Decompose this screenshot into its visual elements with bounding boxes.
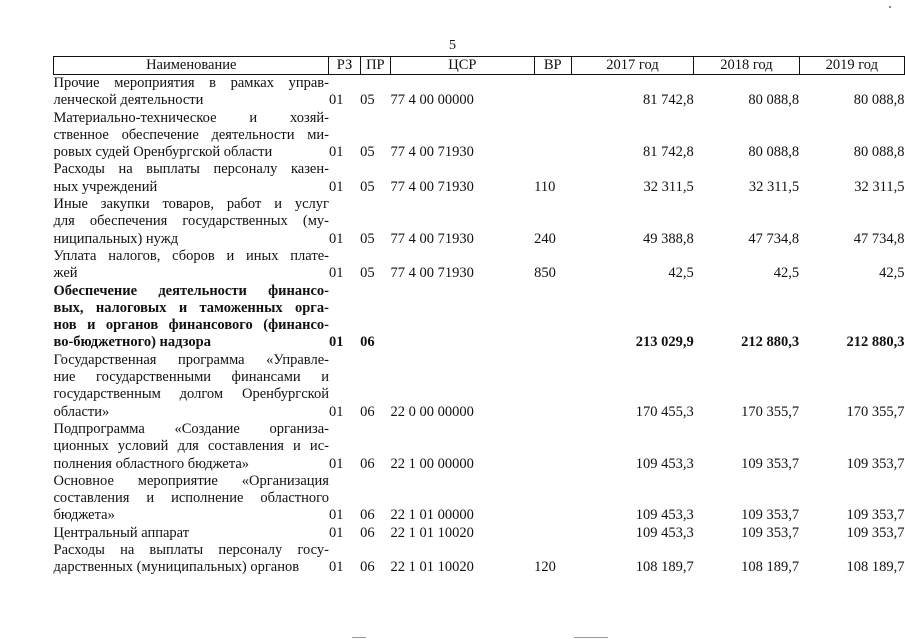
- cell-2019: 108 189,7: [846, 559, 905, 576]
- cell-pr: 05: [360, 92, 375, 109]
- scan-mark: [352, 637, 366, 638]
- cell-2018: 109 353,7: [741, 455, 800, 472]
- cell-pr: 06: [360, 455, 375, 472]
- cell-name-line: жей: [53, 265, 78, 282]
- cell-2017: 42,5: [668, 265, 694, 282]
- table-row: [54, 283, 905, 352]
- cell-vr: [534, 525, 571, 542]
- header-2019: 2019 год: [799, 57, 904, 75]
- cell-rz: 01: [328, 524, 344, 541]
- header-csr: ЦСР: [391, 57, 535, 75]
- table-header-row: [54, 57, 905, 75]
- cell-2019: 80 088,8: [853, 144, 905, 161]
- cell-vr: [534, 110, 571, 162]
- cell-2019: 47 734,8: [853, 230, 905, 247]
- cell-pr: 05: [360, 230, 375, 247]
- cell-2018: 212 880,3: [741, 334, 800, 351]
- cell-csr: 22 1 01 00000: [390, 507, 474, 524]
- cell-vr: 240: [534, 230, 556, 247]
- cell-2018: 80 088,8: [748, 92, 800, 109]
- cell-name-line: дарственных (муниципальных) органов: [53, 559, 300, 576]
- header-name: Наименование: [54, 57, 329, 75]
- table-row: [54, 473, 905, 525]
- cell-name-line: Расходы на выплаты персоналу казен-: [53, 161, 329, 178]
- header-2017: 2017 год: [571, 57, 693, 75]
- cell-pr: 05: [360, 265, 375, 282]
- table-row: [54, 542, 905, 577]
- cell-2017: 81 742,8: [642, 92, 694, 109]
- cell-rz: 01: [328, 455, 344, 472]
- cell-name-line: во-бюджетного) надзора: [53, 334, 211, 351]
- cell-pr: 06: [360, 559, 375, 576]
- table-row: [54, 352, 905, 421]
- cell-pr: 05: [360, 144, 375, 161]
- cell-pr: 06: [360, 507, 375, 524]
- cell-vr: 110: [534, 178, 556, 195]
- table-body: [54, 75, 905, 577]
- cell-vr: [534, 421, 571, 473]
- cell-2018: 109 353,7: [741, 524, 800, 541]
- cell-csr: 22 0 00 00000: [390, 403, 474, 420]
- cell-rz: 01: [328, 403, 344, 420]
- cell-rz: 01: [328, 507, 344, 524]
- cell-2017: 32 311,5: [643, 178, 694, 195]
- cell-rz: 01: [328, 230, 344, 247]
- header-vr: ВР: [534, 57, 571, 75]
- header-2018: 2018 год: [694, 57, 799, 75]
- cell-rz: 01: [328, 265, 344, 282]
- cell-2019: 32 311,5: [854, 178, 905, 195]
- cell-csr: 77 4 00 71930: [390, 230, 474, 247]
- cell-vr: 850: [534, 265, 556, 282]
- cell-rz: 01: [328, 559, 344, 576]
- cell-2018: 42,5: [773, 265, 800, 282]
- cell-csr: 77 4 00 71930: [390, 178, 474, 195]
- cell-name: [54, 473, 329, 525]
- cell-pr: 06: [360, 334, 375, 351]
- cell-name-line: Прочие мероприятия в рамках управ-: [53, 75, 329, 91]
- cell-name-line: ционных условий для составления и ис-: [53, 438, 329, 455]
- cell-name-line: Государственная программа «Управле-: [53, 351, 329, 368]
- cell-name: [54, 542, 329, 577]
- cell-name-line: полнения областного бюджета»: [53, 455, 250, 472]
- scan-speck: [889, 6, 891, 8]
- cell-name-line: Расходы на выплаты персоналу госу-: [53, 542, 329, 559]
- cell-2017: 108 189,7: [635, 559, 694, 576]
- cell-name-line: ственное обеспечение деятельности ми-: [53, 126, 329, 143]
- cell-name: [54, 196, 329, 248]
- cell-name: [54, 283, 329, 352]
- cell-name: [54, 248, 329, 283]
- cell-name-line: ных учреждений: [53, 178, 158, 195]
- cell-name-line: государственным долгом Оренбургской: [53, 386, 329, 403]
- cell-2017: 49 388,8: [642, 230, 694, 247]
- table-row: [54, 161, 905, 196]
- cell-2019: 109 353,7: [846, 507, 905, 524]
- cell-2018: 108 189,7: [741, 559, 800, 576]
- cell-name: [54, 525, 329, 542]
- cell-2018: 80 088,8: [748, 144, 800, 161]
- cell-vr: 120: [534, 559, 556, 576]
- cell-2018: 109 353,7: [741, 507, 800, 524]
- cell-rz: 01: [328, 178, 344, 195]
- cell-name: [54, 421, 329, 473]
- table-row: [54, 196, 905, 248]
- cell-name-line: Центральный аппарат: [53, 524, 190, 541]
- table-row: [54, 75, 905, 110]
- cell-rz: 01: [328, 334, 344, 351]
- cell-name-line: вых, налоговых и таможенных орга-: [53, 299, 329, 316]
- cell-name-line: нов и органов финансового (финансо-: [53, 317, 329, 334]
- cell-2017: 170 455,3: [635, 403, 694, 420]
- cell-2019: 170 355,7: [846, 403, 905, 420]
- cell-name-line: ровых судей Оренбургской области: [53, 144, 273, 161]
- cell-2017: 109 453,3: [635, 524, 694, 541]
- table-row: [54, 110, 905, 162]
- cell-name-line: ниципальных) нужд: [53, 230, 179, 247]
- cell-vr: [534, 473, 571, 525]
- header-rz: РЗ: [329, 57, 360, 75]
- cell-name-line: Подпрограмма «Создание организа-: [53, 420, 329, 437]
- cell-name-line: ленческой деятельности: [53, 92, 204, 109]
- cell-name-line: бюджета»: [53, 507, 115, 524]
- cell-rz: 01: [328, 144, 344, 161]
- cell-2018: 32 311,5: [748, 178, 800, 195]
- cell-2019: 109 353,7: [846, 455, 905, 472]
- cell-name-line: для обеспечения государственных (му-: [53, 213, 329, 230]
- cell-vr: [534, 352, 571, 421]
- cell-name: [54, 161, 329, 196]
- cell-name: [54, 352, 329, 421]
- cell-name-line: ние государственными финансами и: [53, 369, 329, 386]
- cell-csr: 22 1 01 10020: [390, 559, 474, 576]
- cell-2019: 80 088,8: [853, 92, 905, 109]
- cell-name-line: составления и исполнение областного: [53, 490, 329, 507]
- cell-vr: [534, 283, 571, 352]
- page-number: 5: [449, 38, 456, 53]
- cell-name-line: области»: [53, 403, 110, 420]
- cell-csr: 22 1 01 10020: [390, 524, 474, 541]
- cell-pr: 06: [360, 403, 375, 420]
- cell-2019: 42,5: [879, 265, 905, 282]
- cell-2019: 212 880,3: [846, 334, 905, 351]
- cell-rz: 01: [328, 92, 344, 109]
- cell-name: [54, 75, 329, 110]
- cell-name-line: Иные закупки товаров, работ и услуг: [53, 196, 329, 213]
- cell-csr: [391, 283, 535, 352]
- cell-pr: 05: [360, 178, 375, 195]
- cell-2018: 170 355,7: [741, 403, 800, 420]
- cell-2017: 213 029,9: [635, 334, 694, 351]
- scan-mark: [574, 637, 608, 638]
- header-pr: ПР: [360, 57, 390, 75]
- budget-table: [53, 56, 905, 577]
- cell-csr: 22 1 00 00000: [390, 455, 474, 472]
- cell-2018: 47 734,8: [748, 230, 800, 247]
- cell-csr: 77 4 00 71930: [390, 265, 474, 282]
- cell-vr: [534, 75, 571, 110]
- table-row: [54, 525, 905, 542]
- table-row: [54, 248, 905, 283]
- cell-name-line: Уплата налогов, сборов и иных плате-: [53, 247, 329, 264]
- cell-name-line: Материально-техническое и хозяй-: [53, 109, 329, 126]
- cell-csr: 77 4 00 71930: [390, 144, 474, 161]
- cell-name: [54, 110, 329, 162]
- cell-2017: 109 453,3: [635, 455, 694, 472]
- cell-name-line: Обеспечение деятельности финансо-: [53, 282, 329, 299]
- table-row: [54, 421, 905, 473]
- cell-name-line: Основное мероприятие «Организация: [53, 472, 329, 489]
- cell-2017: 81 742,8: [642, 144, 694, 161]
- cell-csr: 77 4 00 00000: [390, 92, 474, 109]
- cell-2017: 109 453,3: [635, 507, 694, 524]
- cell-pr: 06: [360, 524, 375, 541]
- cell-2019: 109 353,7: [846, 524, 905, 541]
